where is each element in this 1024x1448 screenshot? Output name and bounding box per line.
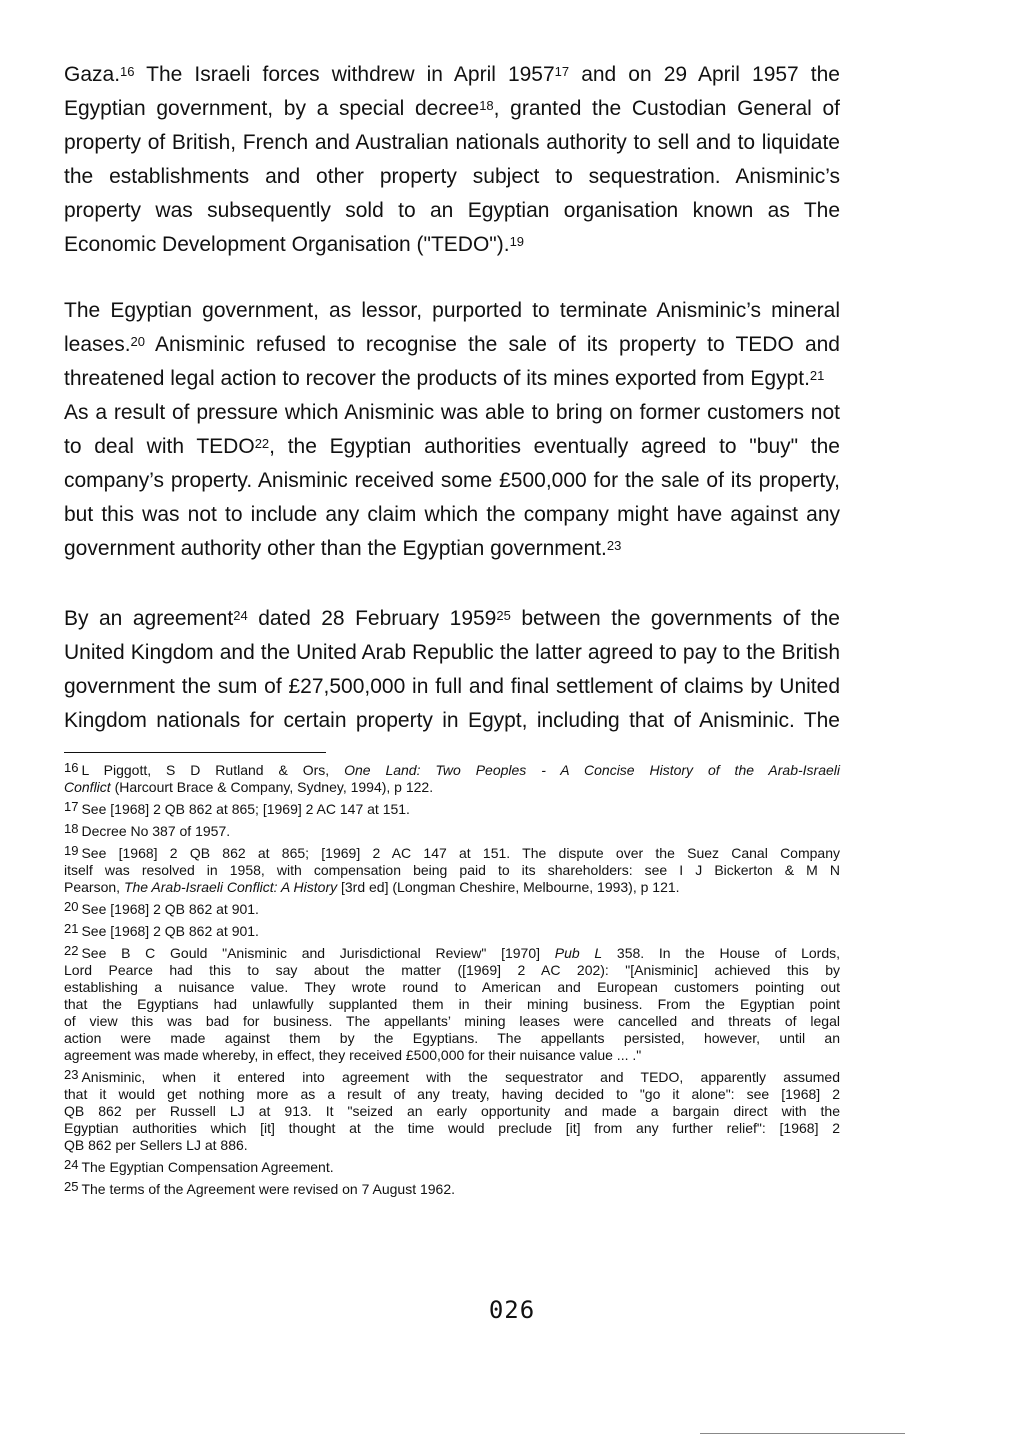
footnote-22: 22 See B C Gould "Anisminic and Jurisdictional Review" [1970] Pub L 358. In the House of Lords, Lord Pearce had this to say about the matter ([1969] 2 AC 202): "[Anisminic] achieved this by establishing a nuisance value. They wrote round to American and European customers pointing out that the Egyptians had unlawfully supplanted them in their mining business. From the Egyptian point of view this was bad for business. The appellants’ mining leases were cancelled and threats of legal action were made against them by the Egyptians. The appellants persisted, however, until an agreement was made whereby, in effect, they received £500,000 for their nuisance value ... ." [64,943,841,1063]
footnote-ref: 23 [606,538,622,553]
footnote-number: 21 [64,921,79,936]
text-line: property was subsequently sold to an Egyptian organisation known as The [64,199,840,222]
footnote-ref: 19 [509,234,525,249]
footnote-ref: 22 [254,436,270,451]
footnote-ref: 20 [130,334,146,349]
footnote-number: 22 [64,943,79,958]
footnote-24: 24 The Egyptian Compensation Agreement. [64,1157,334,1175]
text-line: property of British, French and Australian nationals authority to sell and to liquidate [64,131,840,154]
footnote-ref: 21 [809,368,825,383]
footnote-21: 21 See [1968] 2 QB 862 at 901. [64,921,259,939]
footnote-ref: 24 [233,608,248,623]
text-line: the establishments and other property subject to sequestration. Anisminic’s [64,165,840,188]
text-line: Kingdom nationals for certain property in Egypt, including that of Anisminic. The [64,709,840,732]
footnote-number: 23 [64,1067,79,1082]
text-line: company’s property. Anisminic received some £500,000 for the sale of its property, [64,469,840,492]
footnotes [64,762,840,1203]
text-line: to deal with TEDO$^{22}$, the Egyptian authorities eventually agreed to "buy" the [64,435,840,458]
footnote-19: 19 See [1968] 2 QB 862 at 865; [1969] 2 AC 147 at 151. The dispute over the Suez Canal Company itself was resolved in 1958, with compensation being paid to its shareholders: see I J Bickerton & M N Pearson, The Arab-Israeli Conflict: A History [3rd ed] (Longman Cheshire, Melbourne, 1993), p 121. [64,843,840,895]
text-line: leases.$^{20}$ Anisminic refused to recognise the sale of its property to TEDO and [64,333,840,356]
footnote-number: 18 [64,821,79,836]
body-paragraph-2 [64,294,840,566]
footnote-ref: 18 [479,98,494,113]
page-number: 026 [488,1296,536,1324]
footnote-number: 19 [64,843,79,858]
text-line: Economic Development Organisation ("TEDO").$^{19}$ [64,233,525,256]
footnote-number: 17 [64,799,79,814]
text-line: government the sum of £27,500,000 in full and final settlement of claims by United [64,675,840,698]
text-line: By an agreement$^{24}$ dated 28 February 1959$^{25}$ between the governments of the [64,607,840,630]
text-line: United Kingdom and the United Arab Republic the latter agreed to pay to the British [64,641,840,664]
text-line: The Egyptian government, as lessor, purported to terminate Anisminic’s mineral [64,299,840,322]
text-line: but this was not to include any claim which the company might have against any [64,503,840,526]
footnote-number: 20 [64,899,79,914]
footnote-separator [64,752,326,753]
footnote-17: 17 See [1968] 2 QB 862 at 865; [1969] 2 AC 147 at 151. [64,799,410,817]
footnote-number: 24 [64,1157,79,1172]
footnote-25: 25 The terms of the Agreement were revised on 7 August 1962. [64,1179,456,1197]
text-line: threatened legal action to recover the products of its mines exported from Egypt.$^{21}$ [64,367,825,390]
text-line: As a result of pressure which Anisminic was able to bring on former customers not [64,401,840,424]
footnote-18: 18 Decree No 387 of 1957. [64,821,231,839]
footnote-ref: 16 [120,64,135,79]
footnote-16: 16 L Piggott, S D Rutland & Ors, One Land: Two Peoples - A Concise History of the Arab-Israeli Conflict (Harcourt Brace & Company, Sydney, 1994), p 122. [64,760,840,795]
text-line: Egyptian government, by a special decree$^{18}$, granted the Custodian General of [64,97,840,120]
footnote-20: 20 See [1968] 2 QB 862 at 901. [64,899,259,917]
footnote-number: 16 [64,760,79,775]
scan-artifact-line [700,1433,905,1434]
footnote-ref: 17 [554,64,570,79]
footnote-number: 25 [64,1179,79,1194]
text-line: Gaza.$^{16}$ The Israeli forces withdrew in April 1957$^{17}$ and on 29 April 1957 the [64,63,840,86]
footnote-ref: 25 [496,608,511,623]
body-paragraph-1 [64,58,840,262]
footnote-23: 23 Anisminic, when it entered into agreement with the sequestrator and TEDO, apparently assumed that it would get nothing more as a result of any treaty, having decided to "go it alone": see [1968] 2 QB 862 per Russell LJ at 913. It "seized an early opportunity and made a bargain direct with the Egyptian authorities which [it] thought at the time would preclude [it] from any further relief": [1968] 2 QB 862 per Sellers LJ at 886. [64,1067,840,1153]
text-line: government authority other than the Egyptian government.$^{23}$ [64,537,622,560]
body-paragraph-3 [64,602,840,738]
